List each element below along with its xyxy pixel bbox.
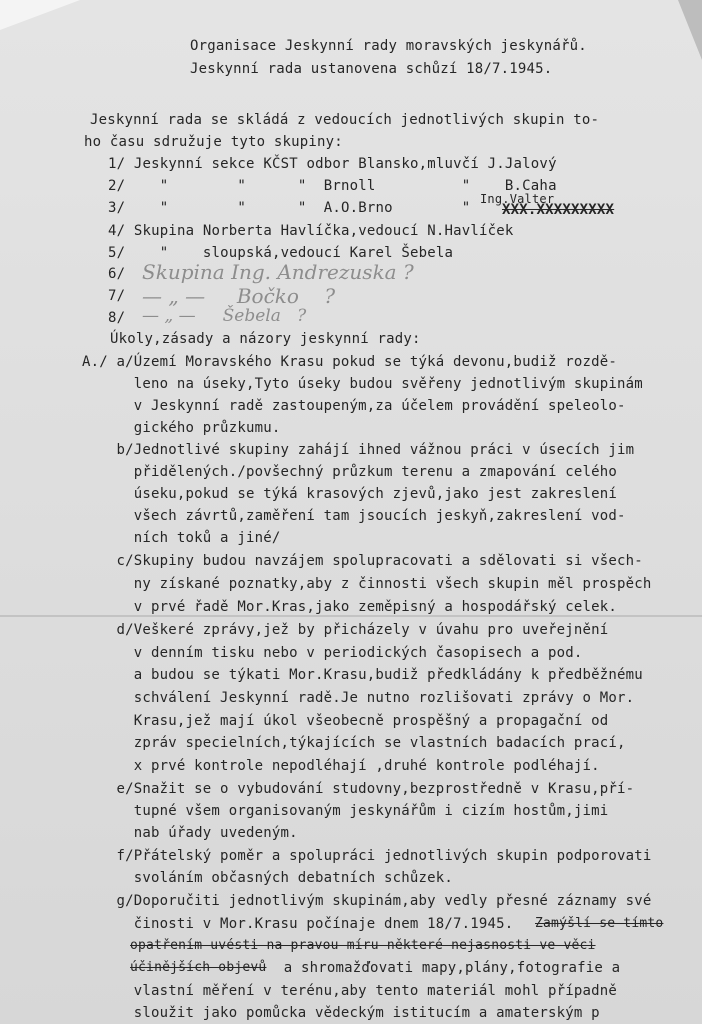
task-line: b/Jednotlivé skupiny zahájí ihned vážnou práci v úsecích jim [82,442,635,458]
struck-text: opatřením uvésti na pravou míru některé nejasnosti ve věci [130,938,596,953]
task-line: v Jeskynní radě zastoupeným,za účelem provádění speleolo- [82,398,626,414]
group-5: 5/ " sloupská,vedoucí Karel Šebela [108,245,454,261]
tasks-title: Úkoly,zásady a názory jeskynní rady: [110,331,421,347]
task-line: všech závrtů,zaměření tam jsoucích jeskyň,zakreslení vod- [82,508,626,524]
task-line: úseku,pokud se týká krasových zjevů,jako jest zakreslení [82,486,617,502]
page-shadow-corner [662,0,702,60]
group-3-struck-text: XXX.XXXXXXXXX [502,202,615,218]
group-3: 3/ " " " A.O.Brno " [108,200,471,216]
group-4: 4/ Skupina Norberta Havlíčka,vedoucí N.Havlíček [108,223,514,239]
group-2: 2/ " " " Brnoll " B.Caha [108,178,557,194]
task-line: e/Snažit se o vybudování studovny,bezprostředně v Krasu,pří- [82,781,635,797]
task-line: gického průzkumu. [82,420,281,436]
group-3-overtype: Ing.Valter [480,192,555,206]
task-line: Krasu,jež mají úkol všeobecně prospěšný a propagační od [82,713,609,729]
task-line: ny získané poznatky,aby z činnosti všech skupin měl prospěch [82,576,652,592]
task-line: x prvé kontrole nepodléhají ,druhé kontrole podléhají. [82,758,600,774]
task-line: činosti v Mor.Krasu počínaje dnem 18/7.1945. [82,916,514,932]
intro-line-2: ho času sdružuje tyto skupiny: [84,134,343,150]
task-line: f/Přátelský poměr a spolupráci jednotlivých skupin podporovati [82,848,652,864]
handwritten-group-7: — „ — Bočko ? [142,284,336,308]
group-1: 1/ Jeskynní sekce KČST odbor Blansko,mluvčí J.Jalový [108,156,557,172]
task-line: c/Skupiny budou navzájem spolupracovati a sdělovati si všech- [82,553,643,569]
task-line: schválení Jeskynní radě.Je nutno rozlišovati zprávy o Mor. [82,690,635,706]
task-line: vlastní měření v terénu,aby tento materiál mohl případně [82,983,617,999]
torn-corner [0,0,80,30]
task-line: g/Doporučiti jednotlivým skupinám,aby vedly přesné záznamy své [82,893,652,909]
header-line-1: Organisace Jeskynní rady moravských jeskynářů. [190,38,587,54]
struck-text: účinějších objevů [130,960,267,975]
group-6: 6/ [108,266,126,282]
task-line: zpráv specielních,týkajících se vlastních badacích prací, [82,735,626,751]
task-line: nab úřady uvedeným. [82,825,298,841]
task-line: a budou se týkati Mor.Krasu,budiž předkládány k předběžnému [82,667,643,683]
task-line: d/Veškeré zprávy,jež by přicházely v úvahu pro uveřejnění [82,622,609,638]
task-line: sloužit jako pomůcka vědeckým istitucím a amaterským p [82,1005,600,1021]
group-8: 8/ [108,310,126,326]
task-line: A./ a/Území Moravského Krasu pokud se týká devonu,budiž rozdě- [82,354,617,370]
task-line: tupné všem organisovaným jeskynářům i cizím hostům,jimi [82,803,609,819]
task-line: svoláním občasných debatních schůzek. [82,870,454,886]
struck-text: Zamýšlí se tímto [535,916,664,931]
handwritten-group-8: — „ — Šebela ? [142,306,307,326]
group-7: 7/ [108,288,126,304]
task-line: a shromažďovati mapy,plány,fotografie a [232,960,621,976]
task-line: v denním tisku nebo v periodických časopisech a pod. [82,645,583,661]
task-line: přidělených./povšechný průzkum terenu a zmapování celého [82,464,617,480]
task-line: ních toků a jiné/ [82,530,281,546]
paper-fold [0,615,702,617]
header-line-2: Jeskynní rada ustanovena schůzí 18/7.1945. [190,61,553,77]
handwritten-group-6: Skupina Ing. Andrezuska ? [142,260,414,284]
task-line: leno na úseky,Tyto úseky budou svěřeny jednotlivým skupinám [82,376,643,392]
task-line: v prvé řadě Mor.Kras,jako zeměpisný a hospodářský celek. [82,599,617,615]
intro-line-1: Jeskynní rada se skládá z vedoucích jednotlivých skupin to- [90,112,600,128]
